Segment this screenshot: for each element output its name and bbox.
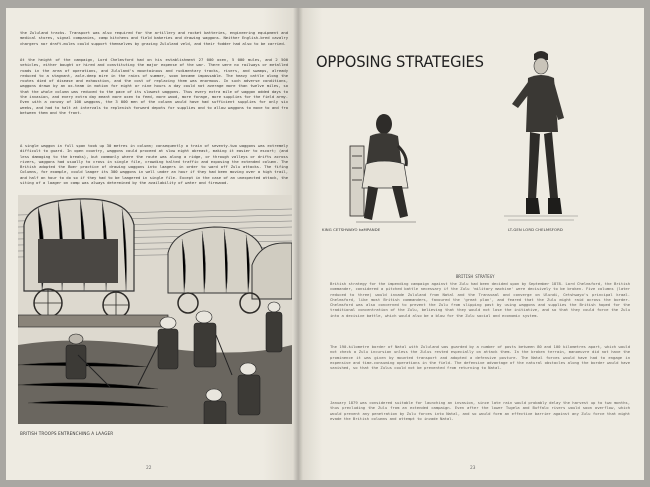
chelmsford-portrait — [504, 48, 578, 226]
right-paragraph-2: The 190-kilometre border of Natal with Zululand was guarded by a number of posts between 80 and 100 kilometres apart, which would not check a Zulu incursion unless the Zulus rested especially on attack them. In the broken terrain, manoeuvre did not have the prominence it was given by mounted transport and adopted a defensive posture. The Natal forces would have had to engage in expensive and time-consuming operations in the field. The defensive advantage of the natural obstacles along the border would have vanished, so that the Zulus could not be prevented from returning to Natal. — [330, 344, 630, 371]
book-gutter — [293, 8, 303, 480]
left-page-number: 22 — [146, 466, 152, 471]
cetshwayo-caption: KING CETSHWAYO kaMPANDE — [322, 227, 381, 232]
cetshwayo-engraving — [344, 106, 424, 226]
chelmsford-engraving — [504, 48, 578, 226]
cetshwayo-portrait — [344, 106, 424, 226]
chelmsford-caption: LT-GEN LORD CHELMSFORD — [508, 227, 563, 232]
left-paragraph-middle: At the height of the campaign, Lord Chelmsford had on his establishment 27 000 oxen, 5 000 mules, and 2 500 vehicles, either bought or hired and constituting the major expense of the war. There were no railways or metalled roads in the area of operations, and Zululand's mountainous and rudimentary tracks, rivers, and swamps, already reduced to a stagnant, axle-deep mire in the rains of summer, soon became impassable. The heavy cattle along the routes died of disease and exhaustion, and the cost of replacing them was enormous. In such adverse conditions, waggons drawn by an ox-team in motion for eight or nine hours a day could not average more than twelve miles, so that the whole column was reduced to the pace of its slowest waggons. Thus every extra mile of waggon added days to the invasion, and every extra day meant more oxen to feed, more wood, more forage, more supplies for the field army. Even with a convoy of 100 waggons, the 3 000 men of the column would have had sufficient supplies for only six weeks, and had to halt at intervals to replenish forward depots for supplies and to allow waggons to move to and fro between them and the front. — [20, 57, 288, 115]
right-paragraph-1: British strategy for the impending campaign against the Zulu had been decided upon by September 1878. Lord Chelmsford, the British commander, considered a pitched battle necessary if the Zulu 'military machine' were decisively to be broken. Five columns (later reduced to three) would invade Zululand from Natal and the Transvaal and converge on Ulundi, Cetshwayo's principal kraal. Chelmsford, like most British commanders, favoured the 'great plan', and feared that the Zulu might raid across the border. Chelmsford was also concerned to prevent the Zulu from slipping past by using waggons and supplies the British hoped for the traditional concentration of the Zulu, believing that they would not lose the initiative, and so that they could force the Zulu into a decisive battle, which would also be a blow for the Zulu social and economic system. — [330, 281, 630, 318]
section-heading: BRITISH STRATEGY — [456, 274, 495, 279]
right-page — [298, 8, 644, 480]
left-paragraph-lower: A single waggon in full span took up 30 metres in column; consequently a train of seventy-two waggons was extremely difficult to guard. In open country, waggons could proceed at slow eight abreast, making it easier to escort; (and less damaging to the breaks), but commonly where the route was along a ridge, or through valleys or drifts across rivers, waggons had usually to cross in single file, crowding halted traffic and exposing the extended column. The British adopted the Boer practice of drawing waggons into laagers in order to ward off Zulu attacks. The fifing Columns, for example, could laager its 300 waggons in well under an hour if they had been moving over a high trail, and half an hour to do so if they had to be laagered in single file. Except in the case of an unexpected attack, the siting of a laager on camp was always determined by the availability of water and firewood. — [20, 143, 288, 186]
laager-engraving — [18, 195, 292, 424]
page-title: OPPOSING STRATEGIES — [316, 52, 484, 71]
laager-illustration — [18, 195, 292, 424]
left-illustration-caption: BRITISH TROOPS ENTRENCHING A LAAGER — [20, 431, 114, 436]
left-paragraph-top: the Zululand tracks. Transport was also required for the artillery and rocket batteries, engineering equipment and medical stores, signal companies, camp kitchens and field bakeries and drawing waggons. Neither English-bred cavalry chargers nor draft-mules could support themselves by grazing Zululand veld, and their fodder had also to be carried. — [20, 30, 288, 46]
right-page-number: 23 — [470, 466, 476, 471]
left-page — [6, 8, 298, 480]
right-paragraph-3: January 1879 was considered suitable for launching an invasion, since late rain would probably delay the harvest up to two months, thus precluding the Zulu from an extended campaign. Even after the lower Tugela and Buffalo rivers would soon overflow, which would prevent any penetration by Zulu forces into Natal, and so would form an effective barrier against any Zulu force that might evade the British columns and attempt to invade Natal. — [330, 400, 630, 421]
